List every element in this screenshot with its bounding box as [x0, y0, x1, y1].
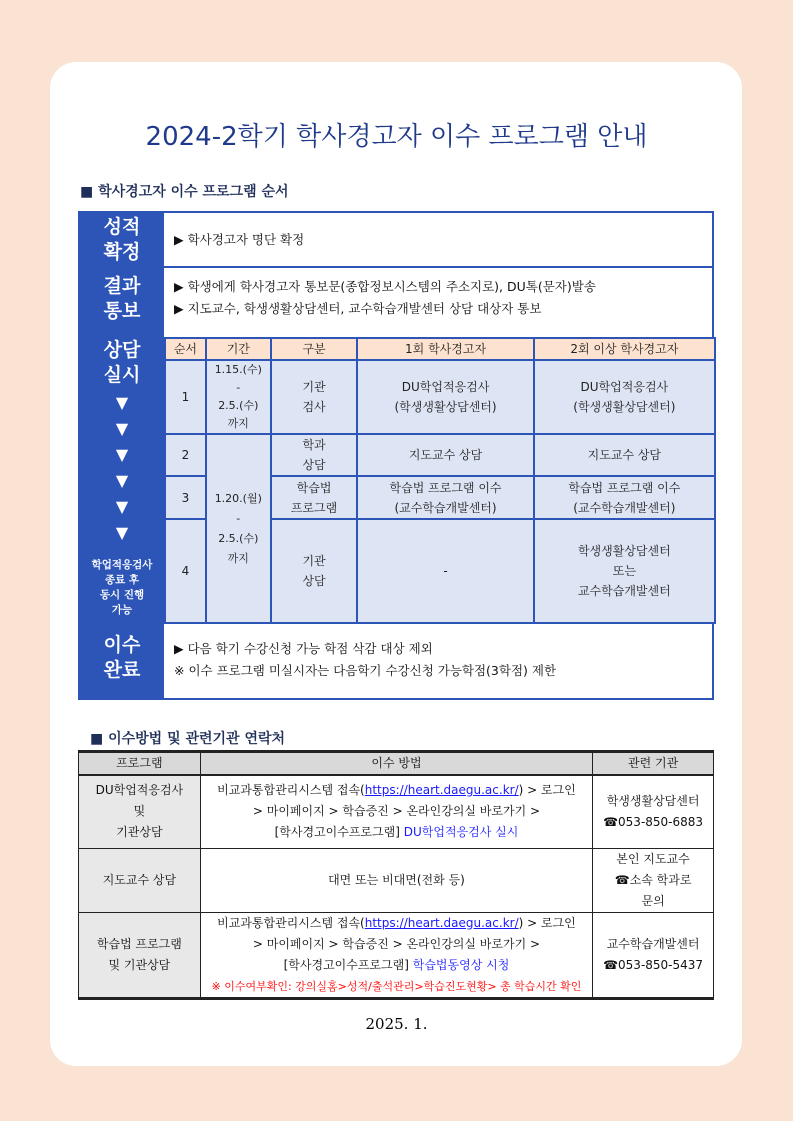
table-row: [79, 848, 714, 912]
label-line: 상담: [103, 339, 141, 361]
first-cell: 지도교수 상담: [357, 434, 533, 476]
down-arrow-icon: ▼: [115, 497, 129, 516]
type-cell: 학습법 프로그램: [271, 476, 358, 519]
step-line: ▶ 학생에게 학사경고자 통보문(종합정보시스템의 주소지로), DU톡(문자)발송: [174, 279, 596, 294]
header-row: [165, 338, 715, 360]
step-line: ※ 이수 프로그램 미실시자는 다음학기 수강신청 가능학점(3학점) 제한: [174, 663, 557, 678]
label-line: 실시: [103, 364, 141, 386]
org-cell: 교수학습개발센터 ☎053-850-5437: [593, 912, 714, 998]
second-cell: 학습법 프로그램 이수 (교수학습개발센터): [534, 476, 715, 519]
second-cell: DU학업적응검사 (학생생활상담센터): [534, 360, 715, 434]
down-arrow-icon: ▼: [115, 445, 129, 464]
header-cell: 기간: [206, 338, 271, 360]
program-cell: 지도교수 상담: [79, 848, 201, 912]
table-row: [165, 360, 715, 434]
order-cell: 3: [165, 476, 206, 519]
step-label-confirm: [80, 213, 164, 268]
down-arrow-icon: ▼: [115, 419, 129, 438]
label-line: 성적: [103, 216, 141, 238]
type-cell: 학과 상담: [271, 434, 358, 476]
heart-link[interactable]: https://heart.daegu.ac.kr/: [364, 783, 519, 798]
type-cell: 기관 상담: [271, 519, 358, 623]
first-cell: -: [357, 519, 533, 623]
order-cell: 2: [165, 434, 206, 476]
table-row: [79, 912, 714, 998]
step-line: ▶ 다음 학기 수강신청 가능 학점 삭감 대상 제외: [174, 641, 433, 656]
header-cell: 이수 방법: [200, 752, 592, 776]
step-label-notify: [80, 266, 164, 336]
header-cell: 구분: [271, 338, 358, 360]
step-label-complete: [80, 623, 164, 700]
method-cell: 대면 또는 비대면(전화 등): [200, 848, 592, 912]
table-row: [165, 434, 715, 476]
heart-link[interactable]: https://heart.daegu.ac.kr/: [364, 915, 519, 930]
period-cell: 1.15.(수) - 2.5.(수) 까지: [206, 360, 271, 434]
note-line: 학업적응검사: [91, 559, 153, 571]
counsel-table: [164, 337, 716, 624]
order-cell: 4: [165, 519, 206, 623]
concurrent-note: [80, 558, 164, 618]
note-line: 가능: [111, 604, 133, 616]
step-complete-content: [164, 638, 712, 682]
label-line: 결과: [103, 275, 141, 297]
header-cell: 2회 이상 학사경고자: [534, 338, 715, 360]
table-row: [79, 775, 714, 848]
step-line: ▶ 지도교수, 학생생활상담센터, 교수학습개발센터 상담 대상자 통보: [174, 301, 542, 316]
note-line: 종료 후: [104, 574, 140, 586]
org-cell: 학생생활상담센터 ☎053-850-6883: [593, 775, 714, 848]
header-cell: 관련 기관: [593, 752, 714, 776]
type-cell: 기관 검사: [271, 360, 358, 434]
method-cell: 비교과통합관리시스템 접속(https://heart.daegu.ac.kr/) > 로그인 > 마이페이지 > 학습증진 > 온라인강의실 바로가기 > [학사경고이수프로그램] 학습법동영상 시청 ※ 이수여부확인: 강의실홈>성적/출석관리>학습진도현황> 총 학습시간 확인: [200, 912, 592, 998]
first-cell: DU학업적응검사 (학생생활상담센터): [357, 360, 533, 434]
header-cell: 프로그램: [79, 752, 201, 776]
org-cell: 본인 지도교수 ☎소속 학과로 문의: [593, 848, 714, 912]
down-arrow-icon: ▼: [115, 523, 129, 542]
header-cell: 1회 학사경고자: [357, 338, 533, 360]
method-table: [78, 750, 714, 1000]
down-arrow-icon: ▼: [115, 393, 129, 412]
second-cell: 지도교수 상담: [534, 434, 715, 476]
process-table: [78, 211, 714, 700]
step-notify-content: [164, 276, 712, 320]
label-line: 확정: [103, 241, 141, 263]
second-cell: 학생생활상담센터 또는 교수학습개발센터: [534, 519, 715, 623]
label-line: 통보: [103, 300, 141, 322]
section-heading-methods: ■ 이수방법 및 관련기관 연락처: [90, 731, 286, 747]
step-label-counsel: [80, 336, 164, 623]
order-cell: 1: [165, 360, 206, 434]
down-arrow-icon: ▼: [115, 471, 129, 490]
program-cell: 학습법 프로그램 및 기관상담: [79, 912, 201, 998]
method-cell: 비교과통합관리시스템 접속(https://heart.daegu.ac.kr/) > 로그인 > 마이페이지 > 학습증진 > 온라인강의실 바로가기 > [학사경고이수프로그램] DU학업적응검사 실시: [200, 775, 592, 848]
first-cell: 학습법 프로그램 이수 (교수학습개발센터): [357, 476, 533, 519]
document-date: 2025. 1.: [365, 1015, 428, 1033]
step-line: ▶ 학사경고자 명단 확정: [174, 232, 305, 247]
step-confirm-content: [164, 229, 712, 268]
program-cell: DU학업적응검사 및 기관상담: [79, 775, 201, 848]
label-line: 이수: [103, 634, 141, 656]
note-line: 동시 진행: [99, 589, 145, 601]
section-heading-order: ■ 학사경고자 이수 프로그램 순서: [80, 184, 289, 200]
label-line: 완료: [103, 659, 141, 681]
page-title: 2024-2학기 학사경고자 이수 프로그램 안내: [145, 122, 648, 152]
note: ※ 이수여부확인: 강의실홈>성적/출석관리>학습진도현황> 총 학습시간 확인: [211, 979, 582, 993]
header-row: [79, 752, 714, 776]
header-cell: 순서: [165, 338, 206, 360]
period-cell: 1.20.(월) - 2.5.(수) 까지: [206, 434, 271, 623]
